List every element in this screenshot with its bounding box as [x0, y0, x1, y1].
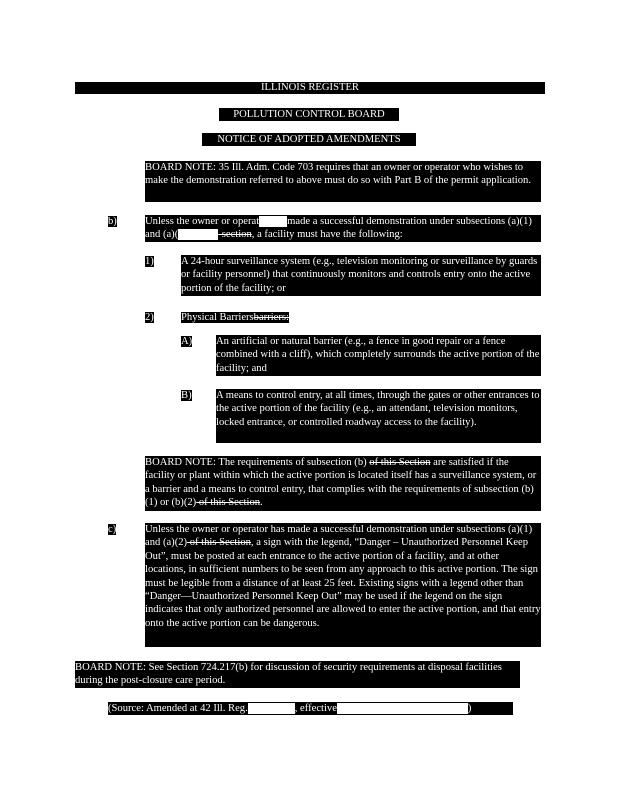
register-header-bar [75, 82, 545, 94]
board-note-permit: BOARD NOTE: 35 Ill. Adm. Code 703 requires that an owner or operator who wishes to make the demonstration referred to above must do so with Part B of the permit application. [145, 161, 541, 202]
redaction [337, 703, 468, 714]
board-note-subsection-b: BOARD NOTE: The requirements of subsection (b) of this Section are satisfied if the facility or plant within which the active portion is located itself has a surveillance system, or a barrier and a means to control entry, that complies with the requirements of subsection (b)(1) or (b)(2) of this Section. [145, 456, 541, 511]
item-a-text: An artificial or natural barrier (e.g., a fence in good repair or a fence combined with a cliff), which completely surrounds the active portion of the facility; and [216, 335, 541, 376]
item-1-label: 1) [145, 256, 154, 267]
subsection-c-label: c) [108, 524, 117, 535]
subsection-b-text: Unless the owner or operat made a successful demonstration under subsections (a)(1) and (a)( -section, a facility must have the following: [145, 215, 541, 242]
redaction [248, 703, 295, 714]
redaction [259, 216, 287, 227]
subsection-c-text: Unless the owner or operator has made a successful demonstration under subsections (a)(1) and (a)(2) of this Section, a sign with the legend, “Danger – Unauthorized Personnel Keep Out”, must be posted at each entrance to the active portion of a facility, and at other locations, in sufficient numbers to be seen from any approach to this active portion. The sign must be legible from a distance of at least 25 feet. Existing signs with a legend other than “Danger—Unauthorized Personnel Keep Out” may be used if the legend on the sign indicates that only authorized personnel are allowed to enter the active portion, and that entry onto the active portion can be dangerous. [145, 523, 541, 647]
subsection-b-label: b) [108, 216, 117, 227]
item-a-label: A) [181, 336, 193, 347]
board-title: POLLUTION CONTROL BOARD [219, 108, 399, 121]
item-2-text: Physical Barriersbarriers: [181, 312, 289, 323]
redaction [178, 229, 218, 240]
source-line: (Source: Amended at 42 Ill. Reg. , effective ) [108, 702, 513, 715]
item-2-label: 2) [145, 312, 154, 323]
notice-title: NOTICE OF ADOPTED AMENDMENTS [202, 133, 416, 146]
item-1-text: A 24-hour surveillance system (e.g., television monitoring or surveillance by guards or facility personnel) that continuously monitors and controls entry onto the active portion of the facility; or [181, 255, 541, 296]
item-b-label: B) [181, 390, 192, 401]
board-note-post-closure: BOARD NOTE: See Section 724.217(b) for discussion of security requirements at disposal facilities during the post-closure care period. [75, 661, 520, 688]
register-title: ILLINOIS REGISTER [261, 82, 359, 93]
item-b-text: A means to control entry, at all times, through the gates or other entrances to the active portion of the facility (e.g., an attendant, television monitors, locked entrance, or controlled roadway access to the facility). [216, 389, 541, 443]
